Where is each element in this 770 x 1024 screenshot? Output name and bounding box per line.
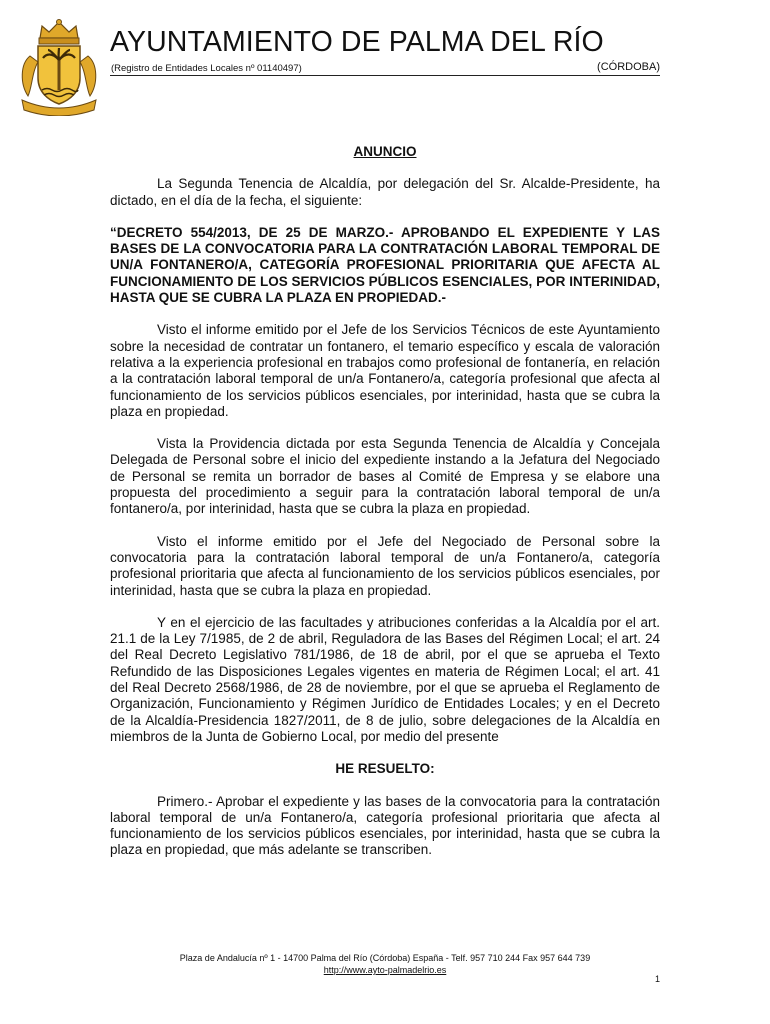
- paragraph-legal-basis: Y en el ejercicio de las facultades y atribuciones conferidas a la Alcaldía por el art. 21.1 de la Ley 7/1985, de 2 de abril, Reguladora de las Bases del Régimen Local; el art. 24 del Real Decreto Legislativo 781/1986, de 18 de abril, por el que se aprueba el Texto Refundido de las Disposiciones Legales vigentes en materia de Régimen Local; el art. 41 del Real Decreto 2568/1986, de 28 de noviembre, por el que se aprueba el Reglamento de Organización, Funcionamiento y Régimen Jurídico de Entidades Locales; y en el Decreto de la Alcaldía-Presidencia 1827/2011, de 8 de julio, sobre delegaciones de la Alcaldía en miembros de la Junta de Gobierno Local, por medio del presente: [110, 614, 660, 744]
- municipality-title: AYUNTAMIENTO DE PALMA DEL RÍO: [110, 26, 604, 58]
- footer-address: Plaza de Andalucía nº 1 - 14700 Palma del Río (Córdoba) España - Telf. 957 710 244 Fax 957 644 739: [179, 953, 591, 963]
- resolution-heading: HE RESUELTO:: [335, 761, 435, 777]
- page-footer: [0, 952, 770, 976]
- paragraph-technical-report: Visto el informe emitido por el Jefe de los Servicios Técnicos de este Ayuntamiento sobre la necesidad de contratar un fontanero, el temario específico y escala de valoración relativa a la experiencia profesional en trabajos como profesional de fontanería, en relación a la contratación laboral temporal de un/a Fontanero/a, categoría profesional que afecta al funcionamiento de los servicios públicos esenciales, por interinidad, hasta que se cubra la plaza en propiedad.: [110, 322, 660, 419]
- paragraph-first-resolution: Primero.- Aprobar el expediente y las bases de la convocatoria para la contratación laboral temporal de un/a Fontanero/a, categoría profesional prioritaria que afecta al funcionamiento de los servicios públicos esenciales, por interinidad, hasta que se cubra la plaza en propiedad, que más adelante se transcriben.: [110, 793, 660, 858]
- coat-of-arms-icon: [16, 16, 102, 116]
- intro-paragraph: La Segunda Tenencia de Alcaldía, por delegación del Sr. Alcalde-Presidente, ha dictado, en el día de la fecha, el siguiente:: [110, 176, 660, 208]
- header-rule: [110, 75, 660, 76]
- paragraph-providence: Vista la Providencia dictada por esta Segunda Tenencia de Alcaldía y Concejala Delegada de Personal sobre el inicio del expediente instando a la Jefatura del Negociado de Personal se remita un borrador de bases al Comité de Empresa y se elabore una propuesta del procedimiento a seguir para la contratación laboral temporal de un/a fontanero/a, por interinidad, hasta que se cubra la plaza en propiedad.: [110, 436, 660, 517]
- footer-website-link[interactable]: http://www.ayto-palmadelrio.es: [323, 965, 447, 975]
- document-body: [110, 144, 660, 859]
- province-label: (CÓRDOBA): [597, 61, 660, 73]
- decree-title: “DECRETO 554/2013, DE 25 DE MARZO.- APROBANDO EL EXPEDIENTE Y LAS BASES DE LA CONVOCATORIA PARA LA CONTRATACIÓN LABORAL TEMPORAL DE UN/A FONTANERO/A, CATEGORÍA PROFESIONAL PRIORITARIA QUE AFECTA AL FUNCIONAMIENTO DE LOS SERVICIOS PÚBLICOS ESENCIALES, POR INTERINIDAD, HASTA QUE SE CUBRA LA PLAZA EN PROPIEDAD.-: [110, 224, 660, 306]
- announcement-heading: ANUNCIO: [353, 144, 417, 159]
- paragraph-personnel-report: Visto el informe emitido por el Jefe del Negociado de Personal sobre la convocatoria para la contratación laboral temporal de un/a Fontanero/a, categoría profesional prioritaria que afecta al funcionamiento de los servicios públicos esenciales, por interinidad, hasta que se cubra la plaza en propiedad.: [110, 533, 660, 598]
- registry-number: (Registro de Entidades Locales nº 01140497): [111, 63, 302, 74]
- page-number: 1: [655, 974, 661, 984]
